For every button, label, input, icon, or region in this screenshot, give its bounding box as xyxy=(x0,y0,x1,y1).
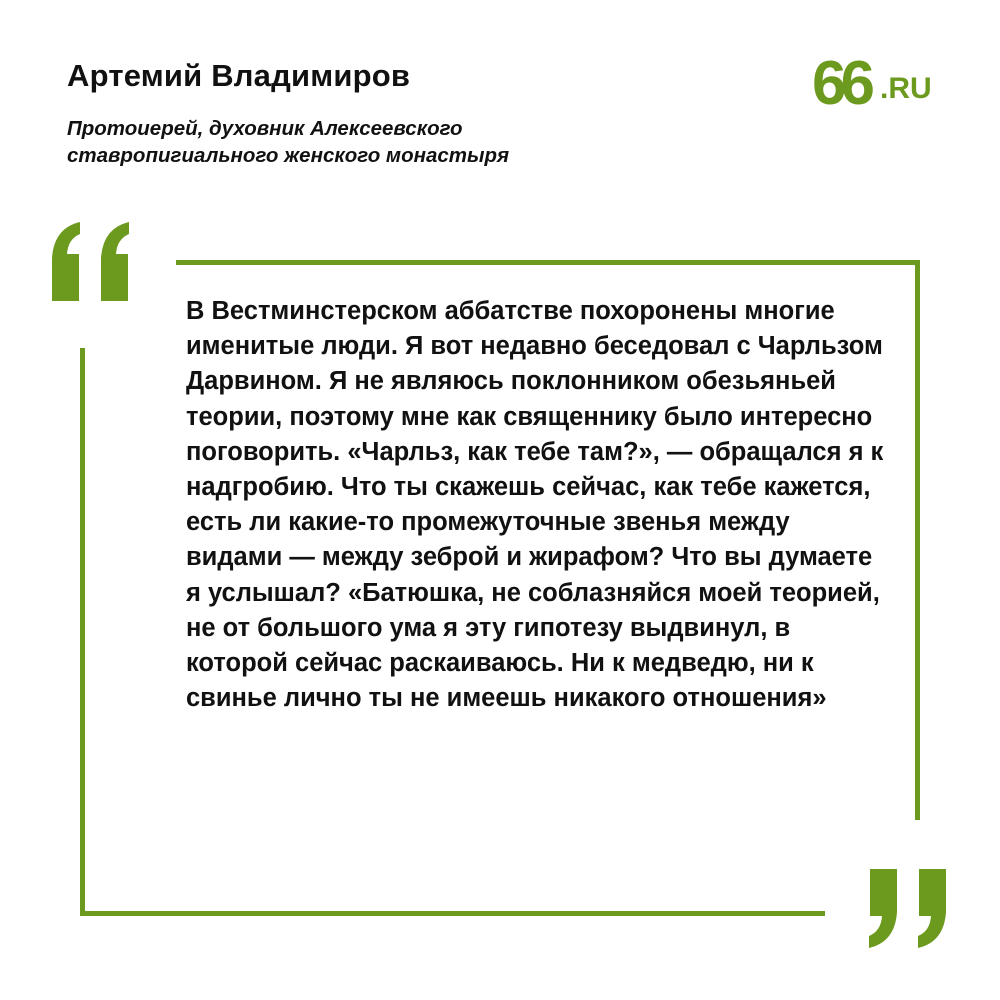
frame-right-line xyxy=(915,260,920,820)
closing-quote-icon xyxy=(866,868,951,948)
frame-bottom-line xyxy=(80,911,825,916)
author-name: Артемий Владимиров xyxy=(67,58,411,93)
quote-text: В Вестминстерском аббатстве похоронены многие именитые люди. Я вот недавно беседовал с Чарльзом Дарвином. Я не являюсь поклонником обезьяньей теории, поэтому мне как священнику было интересно поговорить. «Чарльз, как тебе там?», — обращался я к надгробию. Что ты скажешь сейчас, как тебе кажется, есть ли какие-то промежуточные звенья между видами — между зеброй и жирафом? Что вы думаете я услышал? «Батюшка, не соблазняйся моей теорией, не от большого ума я эту гипотезу выдвинул, в которой сейчас раскаиваюсь. Ни к медведю, ни к свинье лично ты не имеешь никакого отношения» xyxy=(186,297,884,713)
author-role: Протоиерей, духовник Алексеевского ставропигиального женского монастыря xyxy=(67,117,510,167)
frame-left-line xyxy=(80,348,85,916)
frame-top-line xyxy=(176,260,920,265)
site-logo xyxy=(812,46,962,118)
logo-number: 66 xyxy=(812,49,869,118)
opening-quote-icon xyxy=(48,222,133,302)
logo-domain: .RU xyxy=(880,72,932,105)
